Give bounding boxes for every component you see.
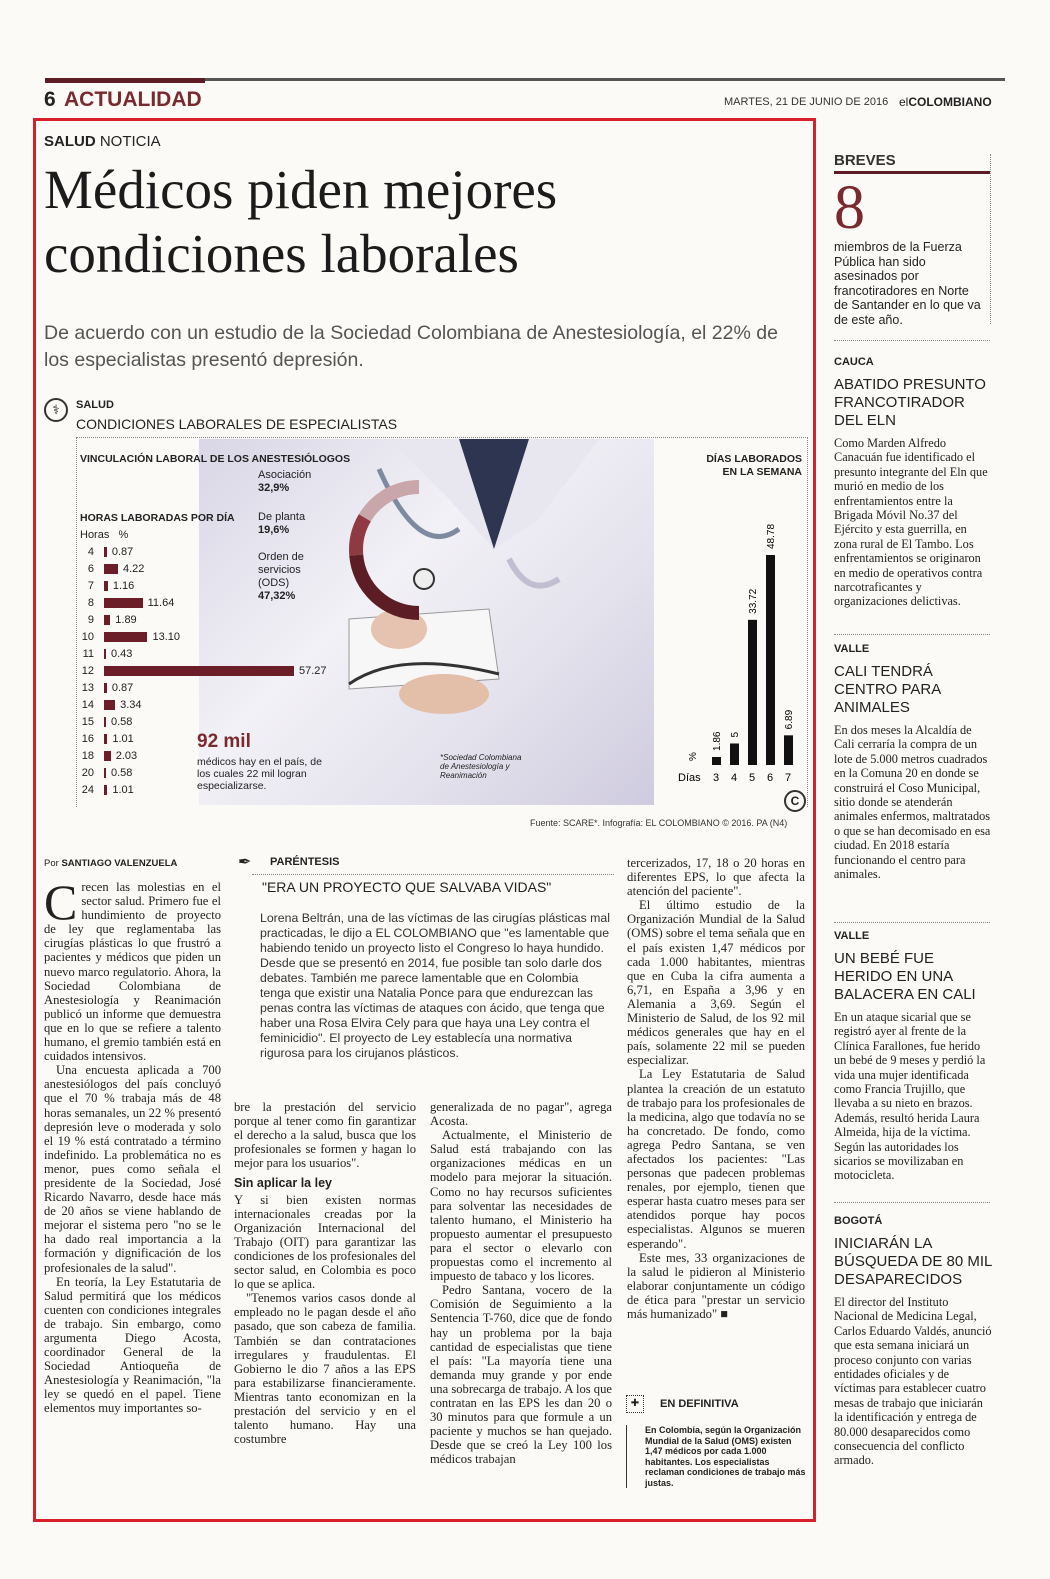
horas-bar <box>104 751 111 761</box>
horas-bar <box>104 785 107 795</box>
brand-logo <box>899 95 992 109</box>
horas-header: Horas % <box>80 529 129 541</box>
horas-bar-row <box>80 732 134 746</box>
page-number: 6 <box>44 88 56 111</box>
horas-tick-label: 7 <box>87 580 94 592</box>
paragraph: Y si bien existen normas internacionales creadas por la Organización Internacional del Trabajo (OIT) para garantizar las condiciones de los profesionales del sector salud, en Colombia es poco lo que se aplica. <box>234 1192 416 1292</box>
horas-value-label: 2.03 <box>115 750 138 762</box>
parentesis-title: "ERA UN PROYECTO QUE SALVABA VIDAS" <box>262 879 552 895</box>
horas-value-label: 0.58 <box>111 767 133 779</box>
brief-headline: UN BEBÉ FUE HERIDO EN UNA BALACERA EN CALI <box>834 950 976 1003</box>
brief-body: En un ataque sicarial que se registró ayer al frente de la Clínica Farallones, fue herido un bebé de 9 meses y perdió la vida una mujer identificada como Francia Trujillo, que llevaba a su nieto en brazos. Además, resultó herida Laura Almeida, hija de la víctima. Según las autoridades los sicarios se movilizaban en motocicleta. <box>834 1010 986 1183</box>
paragraph: En teoría, la Ley Estatutaria de Salud permitirá que los médicos cuenten con condiciones integrales de trabajo. Sin embargo, como argumenta Diego Acosta, coordinador General de la Sociedad Antioqueña de Anestesiología y Reanimación, "la ley se quedó en el papel. Tiene elementos muy importantes so- <box>44 1274 221 1416</box>
vinc-label-asociacion: Asociación 32,9% <box>258 469 312 494</box>
horas-bar-row <box>80 596 175 610</box>
en-definitiva-label: EN DEFINITIVA <box>660 1398 739 1410</box>
horas-bar-row <box>80 766 133 780</box>
horas-bar-row <box>80 783 134 797</box>
paragraph: generalizada de no pagar", agrega Acosta. <box>430 1100 612 1129</box>
horas-tick-label: 18 <box>81 750 94 762</box>
dias-pct-label: % <box>688 752 699 761</box>
paragraph: Actualmente, el Ministerio de Salud está trabajando con las organizaciones médicas en un modelo para mejorar la situación. Como no hay recursos suficientes para solventar las necesidades de talento humano, el Ministerio ha propuesto aumentar el presupuesto para el sector o elevarlo con propuestas como el incremento al impuesto de tabaco y los licores. <box>430 1128 612 1284</box>
horas-title: HORAS LABORADAS POR DÍA <box>80 512 235 524</box>
dias-tick-label: 5 <box>749 772 756 784</box>
horas-tick-label: 4 <box>87 546 94 558</box>
brief-item <box>834 1215 992 1468</box>
divider <box>834 922 990 923</box>
horas-bar <box>104 649 106 659</box>
paragraph: recen las molestias en el sector salud. Primero fue el hundimiento de proyecto de ley que reglamentaba las cirugías plásticas lo que frustró a pacientes y médicos que piden un nuevo marco regulatorio. Ahora, la Sociedad Colombiana de Anestesiología y Reanimación publicó un informe que demuestra que en lo que se refiere a talento humano, el gremio también está en cuidados intensivos. <box>44 880 221 1064</box>
byline: Por SANTIAGO VALENZUELA <box>44 858 178 869</box>
horas-value-label: 1.16 <box>112 580 135 592</box>
subheading: Sin aplicar la ley <box>234 1176 332 1191</box>
paragraph: El último estudio de la Organización Mundial de la Salud (OMS) sobre el tema señala que en el país existen 1,47 médicos por cada 1.000 habitantes, mientras que en Cuba la cifra aumenta a 6,71, en España a 3,96 y en Alemania a 3,69. Según el Ministerio de Salud, de los 92 mil médicos generales que hay en el país, solamente 22 mil se pueden especializar. <box>627 898 805 1068</box>
horas-tick-label: 24 <box>81 784 94 796</box>
en-definitiva-text: En Colombia, según la Organización Mundial de la Salud (OMS) existen 1,47 médicos por cada 1.000 habitantes. Los especialistas reclaman condiciones de trabajo más justas. <box>626 1425 806 1488</box>
horas-value-label: 3.34 <box>120 699 142 711</box>
brief-headline: CALI TENDRÁ CENTRO PARA ANIMALES <box>834 663 941 716</box>
horas-value-label: 57.27 <box>299 665 327 677</box>
headline-line2: condiciones laborales <box>44 223 519 284</box>
breves-label: BREVES <box>834 152 896 169</box>
divider <box>252 874 614 875</box>
scare-note: *Sociedad Colombiana de Anestesiología y Reanimación <box>440 753 522 780</box>
kicker-section: SALUD <box>44 133 96 150</box>
horas-bar-row <box>80 630 180 644</box>
vinculacion-title: VINCULACIÓN LABORAL DE LOS ANESTESIÓLOGOS <box>80 453 351 465</box>
horas-bar <box>104 581 108 591</box>
headline-line1: Médicos piden mejores <box>44 159 558 220</box>
horas-tick-label: 20 <box>81 767 94 779</box>
info-section: SALUD <box>76 399 114 411</box>
horas-value-label: 4.22 <box>123 563 145 575</box>
horas-tick-label: 13 <box>81 682 94 694</box>
dias-bar <box>730 743 739 765</box>
paragraph: bre la prestación del servicio porque al tener como fin garantizar el derecho a la salud, busca que los profesionales se formen y hagan lo mejor para los usuarios". <box>234 1100 416 1171</box>
brief-tag: BOGOTÁ <box>834 1215 883 1227</box>
copyright-icon: C <box>784 790 806 812</box>
dias-axis-label: Días <box>678 772 701 784</box>
vinc-label-ods: Orden de servicios (ODS) 47,32% <box>258 551 304 602</box>
dias-bar <box>784 735 793 765</box>
horas-bar <box>104 598 143 608</box>
dias-bar-chart <box>674 485 804 795</box>
horas-value-label: 1.01 <box>112 733 134 745</box>
brief-body: El director del Instituto Nacional de Medicina Legal, Carlos Eduardo Valdés, anunció que esta semana iniciará un proceso conjunto con varias entidades oficiales y de víctimas para establecer cuatro mesas de trabajo que iniciarán la identificación y entrega de 80.000 desaparecidos como consecuencia del conflicto armado. <box>834 1295 992 1468</box>
dias-tick-label: 6 <box>767 772 774 784</box>
dias-value-label: 5 <box>730 731 741 738</box>
dias-title: DÍAS LABORADOS EN LA SEMANA <box>706 453 802 478</box>
brand-pre: el <box>899 95 909 109</box>
divider <box>834 1202 990 1203</box>
paragraph: tercerizados, 17, 18 o 20 horas en diferentes EPS, lo que afecta la atención del paciente". <box>627 856 805 899</box>
dias-bar <box>766 555 775 765</box>
brief-tag: VALLE <box>834 930 870 942</box>
dias-value-label: 1.86 <box>712 731 723 751</box>
vinculacion-arc-segment <box>349 555 419 620</box>
article-column-3 <box>430 1100 612 1466</box>
horas-bar-row <box>80 698 142 712</box>
kicker-type: NOTICIA <box>99 133 161 150</box>
big-number-text: médicos hay en el país, de los cuales 22 mil logran especializarse. <box>197 756 322 792</box>
horas-bar <box>104 768 106 778</box>
horas-tick-label: 16 <box>81 733 94 745</box>
article-column-1 <box>44 874 221 1416</box>
brief-item <box>834 930 992 1183</box>
horas-bar <box>104 564 118 574</box>
parentesis-text: Lorena Beltrán, una de las víctimas de las cirugías plásticas mal practicadas, le dijo a EL COLOMBIANO que "es lamentable que habiendo tenido un proyecto listo el Congreso lo haya hundido. Desde que se presentó en 2014, fue posible tan solo darle dos debates. También me parece lamentable que en Colombia tenga que existir una Natalia Ponce para que endurezcan las penas contra las víctimas de ataques con ácido, que tenga que haber una Rosa Elvira Cely para que haya una Ley contra el feminicidio". El proyecto de Ley establecía una normativa rigurosa para los cirujanos plásticos. <box>260 911 610 1060</box>
horas-bar-row <box>80 647 133 661</box>
horas-bar <box>104 632 147 642</box>
dias-tick-label: 7 <box>785 772 792 784</box>
caduceus-icon: ⚕ <box>44 398 68 422</box>
header-rule <box>45 78 1005 81</box>
horas-tick-label: 9 <box>87 614 94 626</box>
horas-bar-row <box>80 715 133 729</box>
checker-icon: ✚ <box>626 1395 644 1413</box>
horas-bar <box>104 717 106 727</box>
horas-bar-row <box>80 579 135 593</box>
paragraph: Pedro Santana, vocero de la Comisión de Seguimiento a la Sentencia T-760, dice que de fondo hay un problema por la baja cantidad de especialistas que tiene el país: "La mayoría tiene una demanda muy grande y por ende una sobrecarga de trabajo. A los que contratan en las EPS les dan 20 o 30 minutos para que formule a un paciente y muchos se han quejado. Desde que se creó la Ley 100 los médicos trabajan <box>430 1283 612 1467</box>
dias-bar <box>712 757 721 765</box>
horas-bar <box>104 615 110 625</box>
brief-tag: CAUCA <box>834 356 874 368</box>
horas-bar <box>104 700 115 710</box>
dropcap: C <box>44 874 78 930</box>
horas-value-label: 0.87 <box>111 682 134 694</box>
horas-bar-row <box>80 681 134 695</box>
horas-value-label: 0.43 <box>111 648 133 660</box>
paragraph: Una encuesta aplicada a 700 anestesiólogos del país concluyó que el 70 % trabaja más de 48 horas semanales, un 22 % presentó depresión leve o moderada y solo el 19 % está contratado a término indefinido. La problemática no es menor, pues como señala el presidente de la Sociedad, José Ricardo Navarro, desde hace más de 20 años se viene hablando de mejorar el sistema pero "no se le ha dado real importancia a la formación y dignificación de los profesionales de la salud". <box>44 1063 221 1275</box>
brief-item <box>834 356 992 609</box>
syringe-icon: ✒ <box>238 854 252 871</box>
parentesis-label: PARÉNTESIS <box>270 856 340 868</box>
paragraph: La Ley Estatutaria de Salud plantea la creación de un estatuto de trabajo para los profesionales de la medicina, algo que todavía no se ha concretado. De fondo, como agrega Pedro Santana, se ven afectados los pacientes: "Las personas que padecen problemas renales, por ejemplo, tienen que esperar hasta cuatro meses para ser atendidos porque hay pocos especialistas. Algunos se mueren esperando". <box>627 1067 805 1251</box>
divider <box>834 340 990 341</box>
horas-bar-row <box>80 664 327 678</box>
horas-value-label: 13.10 <box>152 631 180 643</box>
big-number: 92 mil <box>197 731 251 752</box>
parentesis-box <box>234 852 616 1090</box>
subhead: De acuerdo con un estudio de la Sociedad Colombiana de Anestesiología, el 22% de los especialistas presentó depresión. <box>44 322 778 371</box>
brief-body: Como Marden Alfredo Canacuán fue identificado el presunto integrante del Eln que murió en medio de los enfrentamientos entre la Brigada Móvil No.37 del Ejército y esta guerrilla, en zona rural de El Tambo. Los enfrentamientos se originaron en medio de operativos contra narcotraficantes y organizaciones delictivas. <box>834 436 988 609</box>
horas-value-label: 1.89 <box>115 614 137 626</box>
horas-tick-label: 10 <box>81 631 94 643</box>
dias-value-label: 6.89 <box>784 709 795 730</box>
horas-bar <box>104 547 107 557</box>
headline <box>44 158 804 286</box>
horas-value-label: 11.64 <box>147 597 175 609</box>
horas-bar <box>104 666 294 676</box>
dias-tick-label: 4 <box>731 772 738 784</box>
vinculacion-arc-chart <box>304 465 434 625</box>
horas-tick-label: 15 <box>81 716 94 728</box>
brief-item <box>834 643 992 881</box>
brief-body: En dos meses la Alcaldía de Cali cerraría la compra de un lote de 5.000 metros cuadrados en la Comuna 20 en donde se construirá el Coso Municipal, sitio donde se atenderán animales enfermos, maltratados o que se han decomisado en esa ciudad. En 2018 estaría funcionando el centro para animales. <box>834 723 991 882</box>
article-column-2 <box>234 1100 416 1446</box>
divider <box>834 634 990 635</box>
horas-value-label: 1.01 <box>112 784 134 796</box>
breves-text: miembros de la Fuerza Pública han sido asesinados por francotiradores en Norte de Santander en lo que va de este año. <box>834 240 981 327</box>
vinculacion-arc-segment <box>359 480 419 521</box>
horas-tick-label: 6 <box>87 563 94 575</box>
brief-headline: ABATIDO PRESUNTO FRANCOTIRADOR DEL ELN <box>834 376 986 429</box>
kicker <box>44 133 161 150</box>
paragraph: "Tenemos varios casos donde al empleado no le pagan desde el año pasado, que son cabeza de familia. También se dan contrataciones irregulares y fraudulentas. El Gobierno le dio 7 años a las EPS para estabilizarse financieramente. Mientras tanto economizan en la prestación del servicio y en el talento humano. Hay una costumbre <box>234 1291 416 1447</box>
horas-value-label: 0.87 <box>111 546 134 558</box>
brief-tag: VALLE <box>834 643 870 655</box>
horas-bar-row <box>80 562 145 576</box>
horas-bar-row <box>80 749 138 763</box>
infographic <box>44 395 808 830</box>
vinculacion-arc-segment <box>349 514 371 555</box>
dias-value-label: 48.78 <box>766 523 777 549</box>
horas-tick-label: 12 <box>81 665 94 677</box>
brief-headline: INICIARÁN LA BÚSQUEDA DE 80 MIL DESAPARECIDOS <box>834 1235 992 1288</box>
divider <box>990 154 991 324</box>
info-source: Fuente: SCARE*. Infografía: EL COLOMBIANO © 2016. PA (N4) <box>530 818 788 828</box>
horas-value-label: 0.58 <box>111 716 133 728</box>
dias-value-label: 33.72 <box>748 588 759 614</box>
paragraph: Este mes, 33 organizaciones de la salud le pidieron al Ministerio elaborar conjuntamente un código de ética para "prestar un servicio más humanizado" ■ <box>627 1250 805 1321</box>
horas-bar <box>104 734 107 744</box>
horas-tick-label: 11 <box>82 648 94 660</box>
dias-tick-label: 3 <box>713 772 720 784</box>
horas-tick-label: 14 <box>81 699 94 711</box>
horas-bar-row <box>80 613 137 627</box>
brand-main: COLOMBIANO <box>908 95 992 109</box>
horas-bar <box>104 683 107 693</box>
dias-bar <box>748 620 757 765</box>
horas-bar-row <box>80 545 134 559</box>
vinc-label-planta: De planta 19,6% <box>258 511 306 536</box>
date-line: MARTES, 21 DE JUNIO DE 2016 <box>724 96 889 108</box>
section-name: ACTUALIDAD <box>64 88 202 111</box>
horas-tick-label: 8 <box>87 597 94 609</box>
info-title: CONDICIONES LABORALES DE ESPECIALISTAS <box>76 416 398 432</box>
breves-number: 8 <box>834 174 865 242</box>
article-column-4 <box>627 856 805 1321</box>
